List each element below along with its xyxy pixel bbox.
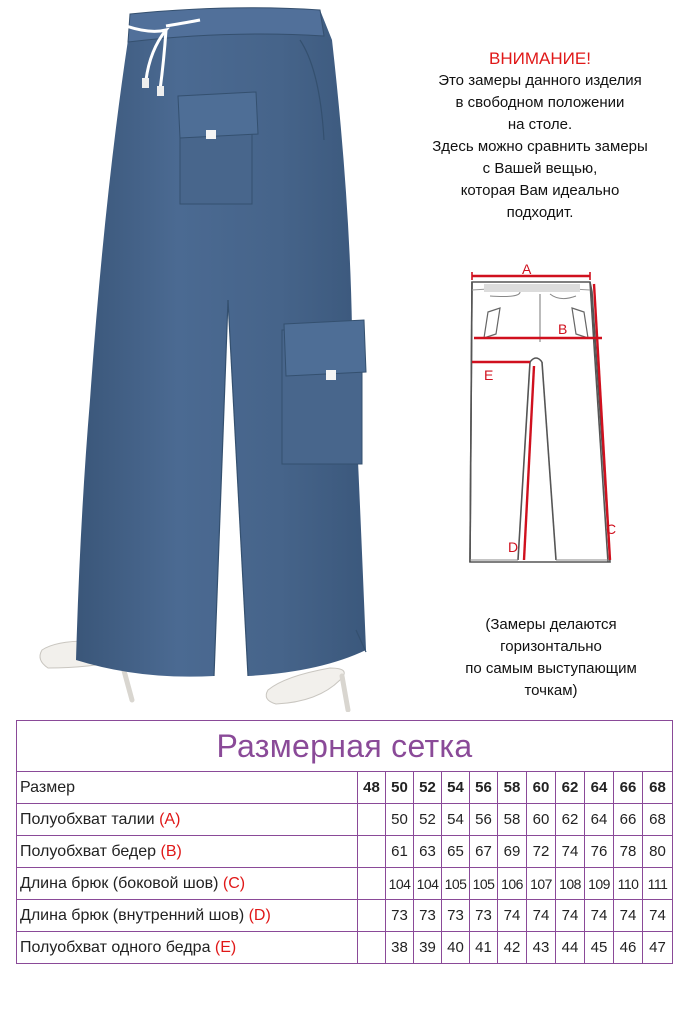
measurement-name: Полуобхват одного бедра xyxy=(20,938,211,956)
footnote-line: (Замеры делаются xyxy=(485,616,617,633)
notice-line: с Вашей вещью, xyxy=(482,160,598,177)
size-value-cell: 72 xyxy=(527,836,556,868)
measurement-label xyxy=(17,932,358,964)
diagram-label-a: A xyxy=(522,262,532,277)
notice-line: подходит. xyxy=(506,204,574,221)
notice-line: Здесь можно сравнить замеры xyxy=(432,138,648,155)
measurement-label xyxy=(17,836,358,868)
notice-line: которая Вам идеально xyxy=(460,182,620,199)
size-value-cell: 63 xyxy=(414,836,442,868)
size-value-cell: 74 xyxy=(643,900,673,932)
size-value-cell xyxy=(358,868,386,900)
size-header-cell: 52 xyxy=(414,772,442,804)
size-value-cell: 62 xyxy=(556,804,585,836)
footnote-line: горизонтально xyxy=(500,638,602,655)
side-cargo-pocket xyxy=(282,320,366,464)
size-value-cell: 74 xyxy=(556,900,585,932)
size-header-cell: 50 xyxy=(386,772,414,804)
size-value-cell: 73 xyxy=(414,900,442,932)
size-value-cell: 69 xyxy=(498,836,527,868)
size-data-row xyxy=(17,932,673,964)
size-value-cell: 44 xyxy=(556,932,585,964)
measurement-letter: (B) xyxy=(160,842,182,860)
size-value-cell: 67 xyxy=(470,836,498,868)
right-shoe xyxy=(266,668,348,710)
size-value-cell: 52 xyxy=(414,804,442,836)
size-header-row xyxy=(17,772,673,804)
size-value-cell: 109 xyxy=(585,868,614,900)
size-chart-title: Размерная сетка xyxy=(17,721,673,772)
notice-body xyxy=(405,70,675,224)
footnote-line: точкам) xyxy=(524,682,578,699)
measurement-letter: (A) xyxy=(159,810,181,828)
size-value-cell: 105 xyxy=(470,868,498,900)
measurement-label xyxy=(17,804,358,836)
size-data-row xyxy=(17,836,673,868)
measurement-letter: (E) xyxy=(214,938,237,956)
size-value-cell: 73 xyxy=(442,900,470,932)
size-data-row xyxy=(17,804,673,836)
size-header-cell: 62 xyxy=(556,772,585,804)
size-value-cell: 74 xyxy=(585,900,614,932)
size-header-label: Размер xyxy=(17,772,358,804)
size-value-cell: 47 xyxy=(643,932,673,964)
size-value-cell: 111 xyxy=(643,868,673,900)
size-value-cell: 58 xyxy=(498,804,527,836)
size-value-cell: 56 xyxy=(470,804,498,836)
size-value-cell: 106 xyxy=(498,868,527,900)
notice-line: на столе. xyxy=(507,116,573,133)
size-value-cell: 43 xyxy=(527,932,556,964)
size-value-cell: 68 xyxy=(643,804,673,836)
size-value-cell: 104 xyxy=(414,868,442,900)
size-value-cell: 64 xyxy=(585,804,614,836)
measurement-diagram xyxy=(460,262,640,592)
size-header-cell: 56 xyxy=(470,772,498,804)
size-value-cell xyxy=(358,804,386,836)
size-header-cell: 48 xyxy=(358,772,386,804)
size-data-row xyxy=(17,900,673,932)
size-value-cell: 107 xyxy=(527,868,556,900)
notice-block xyxy=(405,48,675,224)
size-value-cell: 104 xyxy=(386,868,414,900)
notice-line: Это замеры данного изделия xyxy=(438,72,642,89)
size-value-cell: 73 xyxy=(470,900,498,932)
size-value-cell: 50 xyxy=(386,804,414,836)
measurement-letter: (C) xyxy=(222,874,246,892)
diagram-label-c: C xyxy=(606,521,617,537)
size-value-cell: 45 xyxy=(585,932,614,964)
size-chart-table xyxy=(16,720,673,964)
size-value-cell: 41 xyxy=(470,932,498,964)
size-value-cell: 66 xyxy=(614,804,643,836)
product-photo-pants xyxy=(0,0,420,712)
size-value-cell xyxy=(358,900,386,932)
size-value-cell: 76 xyxy=(585,836,614,868)
size-header-cell: 54 xyxy=(442,772,470,804)
size-value-cell: 61 xyxy=(386,836,414,868)
front-cargo-pocket xyxy=(178,92,258,204)
size-value-cell: 73 xyxy=(386,900,414,932)
notice-title: ВНИМАНИЕ! xyxy=(489,49,591,68)
size-value-cell: 74 xyxy=(556,836,585,868)
size-value-cell: 46 xyxy=(614,932,643,964)
footnote-line: по самым выступающим xyxy=(465,660,637,677)
size-value-cell: 110 xyxy=(614,868,643,900)
diagram-label-b: B xyxy=(558,321,568,337)
size-value-cell xyxy=(358,836,386,868)
size-value-cell: 74 xyxy=(527,900,556,932)
size-header-cell: 66 xyxy=(614,772,643,804)
measurement-name: Полуобхват бедер xyxy=(20,842,157,860)
measurement-name: Длина брюк (боковой шов) xyxy=(20,874,219,892)
size-value-cell: 60 xyxy=(527,804,556,836)
size-value-cell: 65 xyxy=(442,836,470,868)
size-header-cell: 68 xyxy=(643,772,673,804)
measurement-label xyxy=(17,900,358,932)
size-value-cell: 78 xyxy=(614,836,643,868)
size-header-cell: 58 xyxy=(498,772,527,804)
size-value-cell: 40 xyxy=(442,932,470,964)
diagram-label-e: E xyxy=(484,367,494,383)
size-value-cell: 38 xyxy=(386,932,414,964)
measurement-name: Полуобхват талии xyxy=(20,810,155,828)
size-data-row xyxy=(17,868,673,900)
measurement-name: Длина брюк (внутренний шов) xyxy=(20,906,245,924)
size-value-cell: 74 xyxy=(614,900,643,932)
size-header-cell: 64 xyxy=(585,772,614,804)
size-value-cell: 105 xyxy=(442,868,470,900)
size-value-cell: 54 xyxy=(442,804,470,836)
size-value-cell: 74 xyxy=(498,900,527,932)
diagram-label-d: D xyxy=(508,539,519,555)
size-value-cell: 80 xyxy=(643,836,673,868)
size-header-cell: 60 xyxy=(527,772,556,804)
measurement-footnote xyxy=(420,614,682,702)
size-value-cell: 108 xyxy=(556,868,585,900)
size-value-cell xyxy=(358,932,386,964)
size-value-cell: 42 xyxy=(498,932,527,964)
size-value-cell: 39 xyxy=(414,932,442,964)
measurement-letter: (D) xyxy=(248,906,271,924)
measurement-label xyxy=(17,868,358,900)
notice-line: в свободном положении xyxy=(455,94,625,111)
